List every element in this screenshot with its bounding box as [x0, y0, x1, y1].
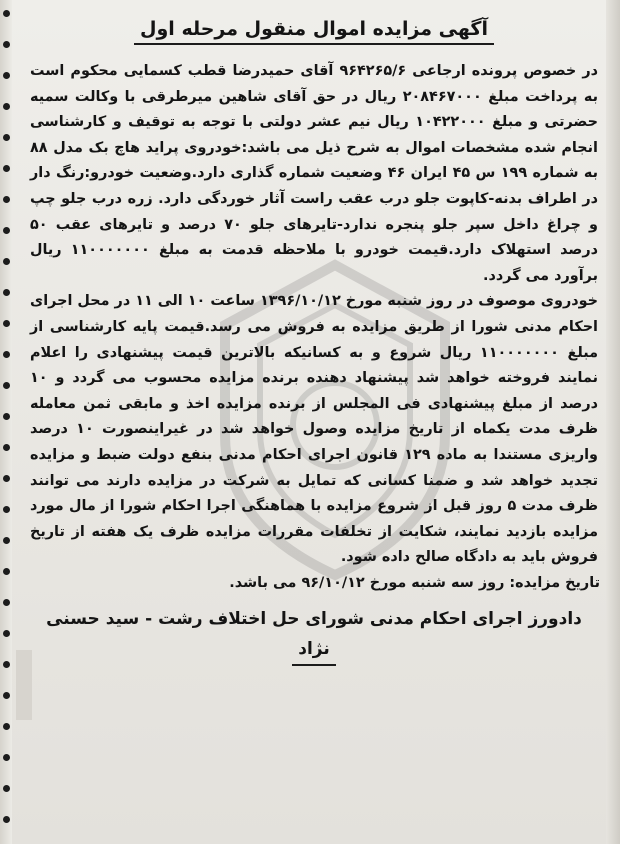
signature-block: [28, 604, 600, 666]
binding-hole-icon: [3, 568, 10, 575]
notice-body: [28, 59, 600, 571]
binding-hole-icon: [3, 72, 10, 79]
notice-paragraph-auction: خودروی موصوف در روز شنبه مورخ ۱۳۹۶/۱۰/۱۲ ساعت ۱۰ الی ۱۱ در محل اجرای احکام مدنی شورا از طریق مزایده به فروش می رسد.قیمت پایه کارشناسی از مبلغ ۱۱۰۰۰۰۰۰۰ ریال شروع و به کسانیکه بالاترین قیمت پیشنهادی را اعلام نمایند فروخته خواهد شد پیشنهاد دهنده برنده مزایده محسوب می گردد و ۱۰ درصد از مبلغ پیشنهادی فی المجلس از برنده مزایده اخذ و مابقی ثمن معامله ظرف مدت یکماه از تاریخ مزایده وصول خواهد شد در غیراینصورت ۱۰ درصد واریزی مستندا به ماده ۱۲۹ قانون اجرای احکام مدنی بنفع دولت ضبط و مزایده تجدید خواهد شد و ضمنا کسانی که تمایل به شرکت در مزایده دارند می توانند ظرف مدت ۵ روز قبل از شروع مزایده با هماهنگی اجرا احکام شورا از مال مورد مزایده بازدید نمایند، شکایت از تخلفات مقررات مزایده ظرف یک هفته از تاریخ فروش باید به دادگاه صالح داده شود.: [30, 293, 599, 566]
binding-hole-icon: [3, 196, 10, 203]
binding-hole-icon: [3, 258, 10, 265]
signature-line-2: نژاد: [292, 634, 336, 666]
binding-hole-icon: [3, 382, 10, 389]
binding-hole-icon: [3, 41, 10, 48]
binding-hole-icon: [3, 444, 10, 451]
binding-hole-icon: [3, 289, 10, 296]
binding-hole-icon: [3, 351, 10, 358]
binding-hole-icon: [3, 475, 10, 482]
binding-hole-icon: [3, 537, 10, 544]
binding-hole-icon: [3, 630, 10, 637]
binding-hole-icon: [3, 413, 10, 420]
auction-date: تاریخ مزایده: روز سه شنبه مورخ ۹۶/۱۰/۱۲ می باشد.: [229, 574, 600, 591]
binding-hole-icon: [3, 785, 10, 792]
binding-hole-icon: [3, 754, 10, 761]
auction-notice: [28, 6, 600, 836]
binding-hole-icon: [3, 723, 10, 730]
binding-hole-icon: [3, 134, 10, 141]
binding-hole-icon: [3, 227, 10, 234]
binding-hole-icon: [3, 599, 10, 606]
signature-line-1: دادورز اجرای احکام مدنی شورای حل اختلاف رشت - سید حسنی: [46, 608, 582, 629]
page-title: آگهی مزایده اموال منقول مرحله اول: [134, 18, 494, 45]
binding-hole-icon: [3, 10, 10, 17]
binding-hole-icon: [3, 816, 10, 823]
binding-hole-icon: [3, 103, 10, 110]
binding-hole-icon: [3, 165, 10, 172]
page-edge-strip: [606, 0, 620, 844]
binding-hole-icon: [3, 320, 10, 327]
binding-holes: [3, 10, 11, 840]
binding-hole-icon: [3, 692, 10, 699]
notice-paragraph-case: در خصوص پرونده ارجاعی ۹۶۴۲۶۵/۶ آقای حمیدرضا قطب کسمایی محکوم است به پرداخت مبلغ ۲۰۸۴۶۷۰۰۰ ریال در حق آقای شاهین میرطرقی با وکالت سمیه حضرتی و مبلغ ۱۰۴۲۲۰۰۰ ریال نیم عشر دولتی با توجه به توقیف و کارشناسی انجام شده مشخصات اموال به شرح ذیل می باشد:خودروی پراید هاچ بک مدل ۸۸ به شماره ۱۹۹ س ۴۵ ایران ۴۶ وضعیت شماره گذاری دارد.وضعیت خودرو:رنگ دار در اطراف بدنه-کاپوت جلو درب عقب راست آثار خوردگی دارد. زره درب جلو چپ و چراغ داخل سپر جلو پنجره ندارد-تایرهای جلو ۷۰ درصد و تایرهای عقب ۵۰ درصد استهلاک دارد.قیمت خودرو با ملاحظه قدمت به مبلغ ۱۱۰۰۰۰۰۰۰ ریال برآورد می گردد.: [30, 63, 599, 284]
binding-hole-icon: [3, 661, 10, 668]
binding-hole-icon: [3, 506, 10, 513]
